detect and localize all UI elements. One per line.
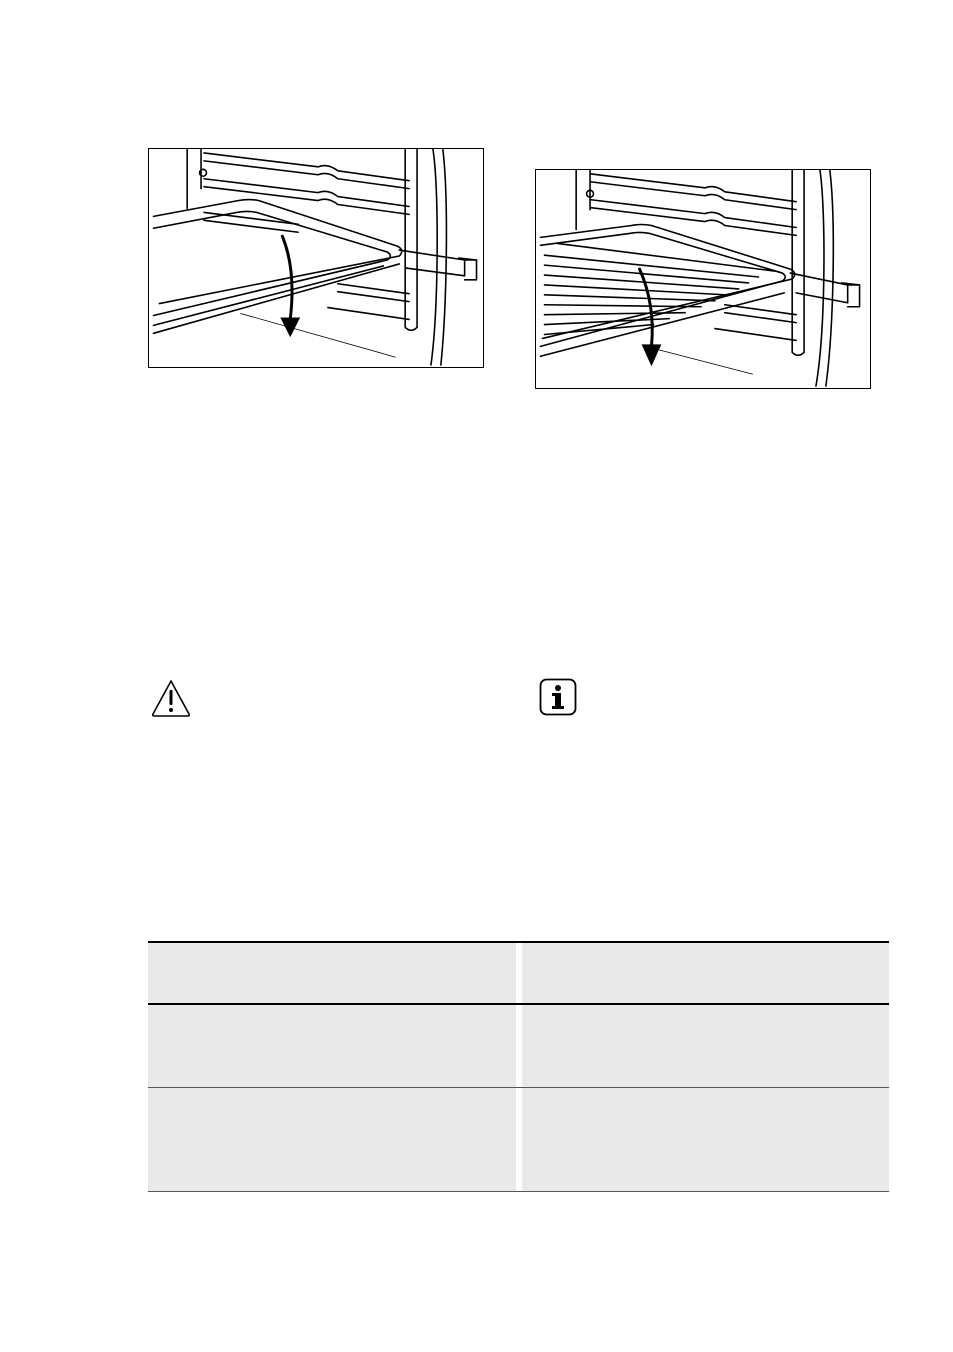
oven-wire-shelf-insert-illustration-icon (536, 170, 870, 388)
table-cell (516, 1088, 890, 1191)
data-table (148, 941, 889, 1192)
table-header-cell (516, 943, 890, 1003)
table-row (148, 1005, 889, 1088)
table-cell (148, 1088, 516, 1191)
table-header-cell (148, 943, 516, 1003)
oven-wire-shelf-illustration (535, 169, 871, 389)
table-cell (148, 1005, 516, 1087)
oven-tray-insert-illustration-icon (149, 149, 483, 367)
oven-tray-illustration (148, 148, 484, 368)
table-header-row (148, 941, 889, 1005)
warning-triangle-icon (150, 678, 192, 718)
info-icon (539, 678, 577, 716)
table-row (148, 1088, 889, 1192)
table-cell (516, 1005, 890, 1087)
